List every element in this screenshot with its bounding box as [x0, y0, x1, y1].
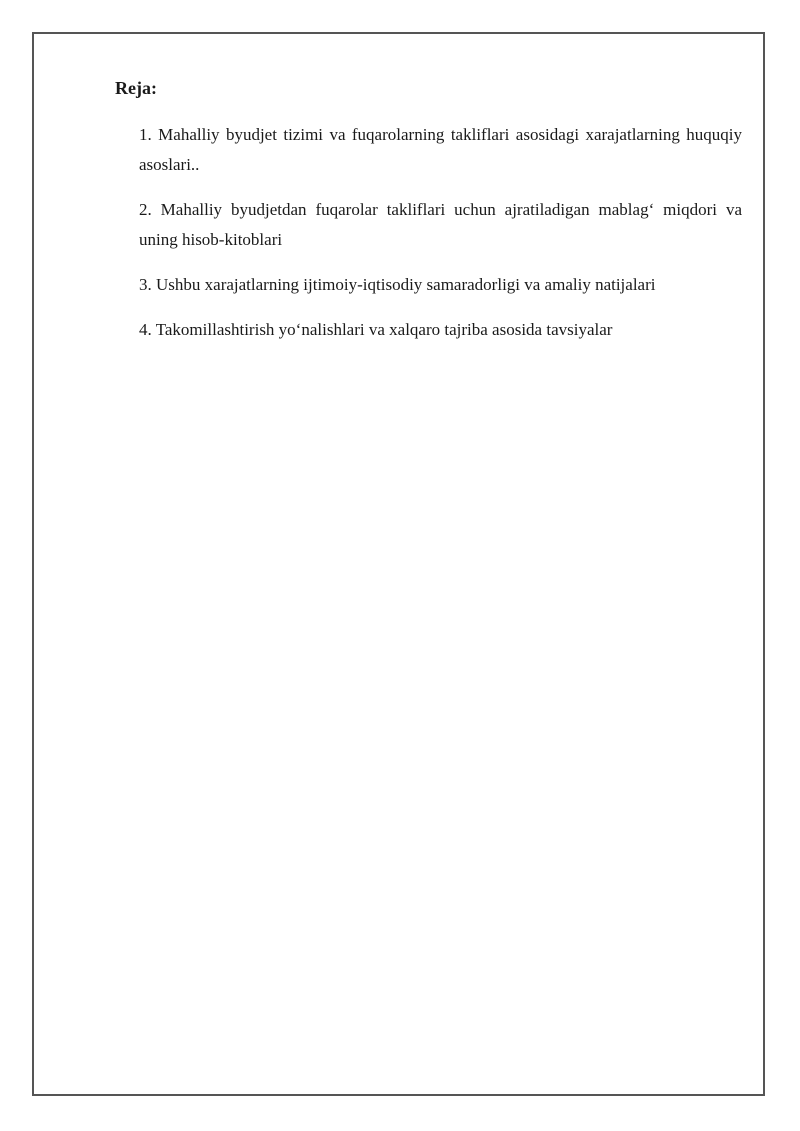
- plan-item-3: 3. Ushbu xarajatlarning ijtimoiy-iqtisodiy samaradorligi va amaliy natijalari: [139, 275, 656, 294]
- plan-list: [139, 120, 742, 360]
- plan-item-4: 4. Takomillashtirish yo‘nalishlari va xalqaro tajriba asosida tavsiyalar: [139, 320, 613, 339]
- plan-item-2: 2. Mahalliy byudjetdan fuqarolar takliflari uchun ajratiladigan mablag‘ miqdori va uning hisob-kitoblari: [139, 200, 742, 249]
- plan-heading: Reja:: [115, 78, 157, 98]
- plan-item-1: 1. Mahalliy byudjet tizimi va fuqarolarning takliflari asosidagi xarajatlarning huquqiy asoslari..: [139, 125, 742, 174]
